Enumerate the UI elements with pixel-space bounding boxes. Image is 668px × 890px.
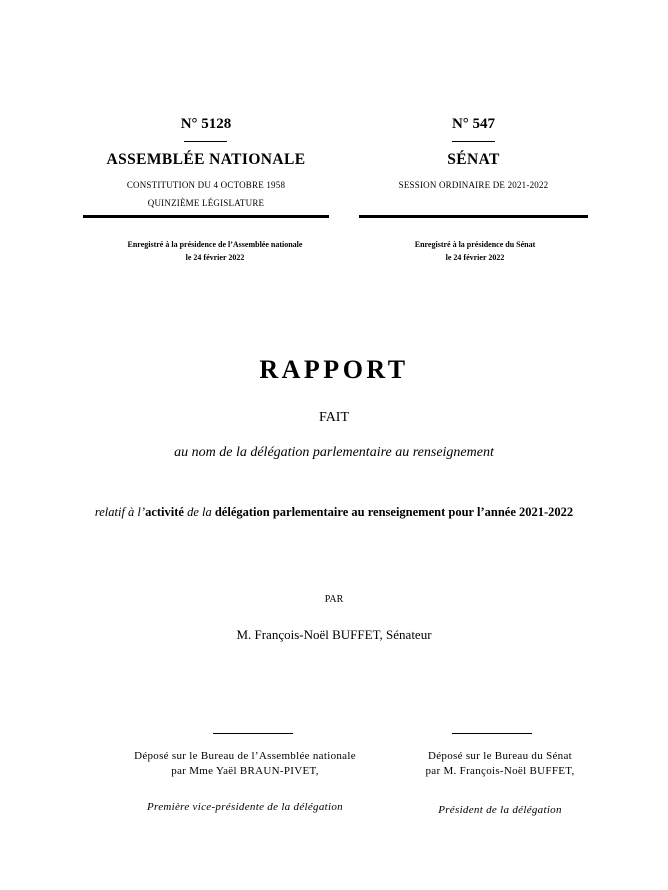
assemblee-header-rule: [83, 215, 329, 218]
report-on-behalf: au nom de la délégation parlementaire au renseignement: [174, 445, 494, 460]
report-title: RAPPORT: [259, 355, 409, 384]
assemblee-constitution: CONSTITUTION DU 4 OCTOBRE 1958: [126, 180, 286, 190]
report-par: PAR: [324, 594, 344, 605]
assemblee-legislature: QUINZIÈME LÉGISLATURE: [147, 198, 265, 208]
footer-left-line1: Déposé sur le Bureau de l’Assemblée nationale: [134, 750, 356, 762]
footer-left-rule: [213, 733, 293, 734]
subject-part-activite: activité: [145, 505, 184, 519]
subject-part-de-la: de la: [183, 505, 215, 519]
footer-left-role: Première vice-présidente de la délégation: [147, 801, 343, 813]
senat-registered-text: Enregistré à la présidence du Sénat: [414, 240, 536, 249]
footer-left-deposit: [100, 749, 390, 779]
subject-part-relatif: relatif: [94, 505, 125, 519]
senat-registered-date: le 24 février 2022: [445, 253, 505, 262]
footer-left-line2: par Mme Yaël BRAUN-PIVET,: [171, 765, 319, 777]
footer-right-role: Président de la délégation: [438, 804, 562, 816]
assemblee-registration: [100, 238, 330, 264]
assemblee-number: N° 5128: [180, 116, 232, 132]
senat-header-rule: [359, 215, 588, 218]
report-author: M. François-Noël BUFFET, Sénateur: [236, 627, 432, 642]
footer-right-rule: [452, 733, 532, 734]
subject-part-delegation: délégation parlementaire au renseignement pour l’année 2021-2022: [214, 505, 574, 519]
senat-number-rule: [452, 141, 495, 142]
senat-title: SÉNAT: [447, 151, 500, 168]
assemblee-registered-date: le 24 février 2022: [185, 253, 245, 262]
report-subject: [0, 505, 668, 520]
assemblee-number-rule: [184, 141, 227, 142]
senat-session: SESSION ORDINAIRE DE 2021-2022: [398, 180, 549, 190]
report-fait: FAIT: [318, 410, 350, 425]
assemblee-registered-text: Enregistré à la présidence de l’Assemblée nationale: [127, 240, 303, 249]
footer-right-line1: Déposé sur le Bureau du Sénat: [427, 750, 573, 762]
assemblee-title: ASSEMBLÉE NATIONALE: [106, 151, 306, 168]
footer-right-line2: par M. François-Noël BUFFET,: [425, 765, 575, 777]
subject-part-a-l: à l’: [124, 505, 146, 519]
senat-registration: [372, 238, 578, 264]
footer-right-deposit: [390, 749, 610, 779]
senat-number: N° 547: [451, 116, 496, 132]
